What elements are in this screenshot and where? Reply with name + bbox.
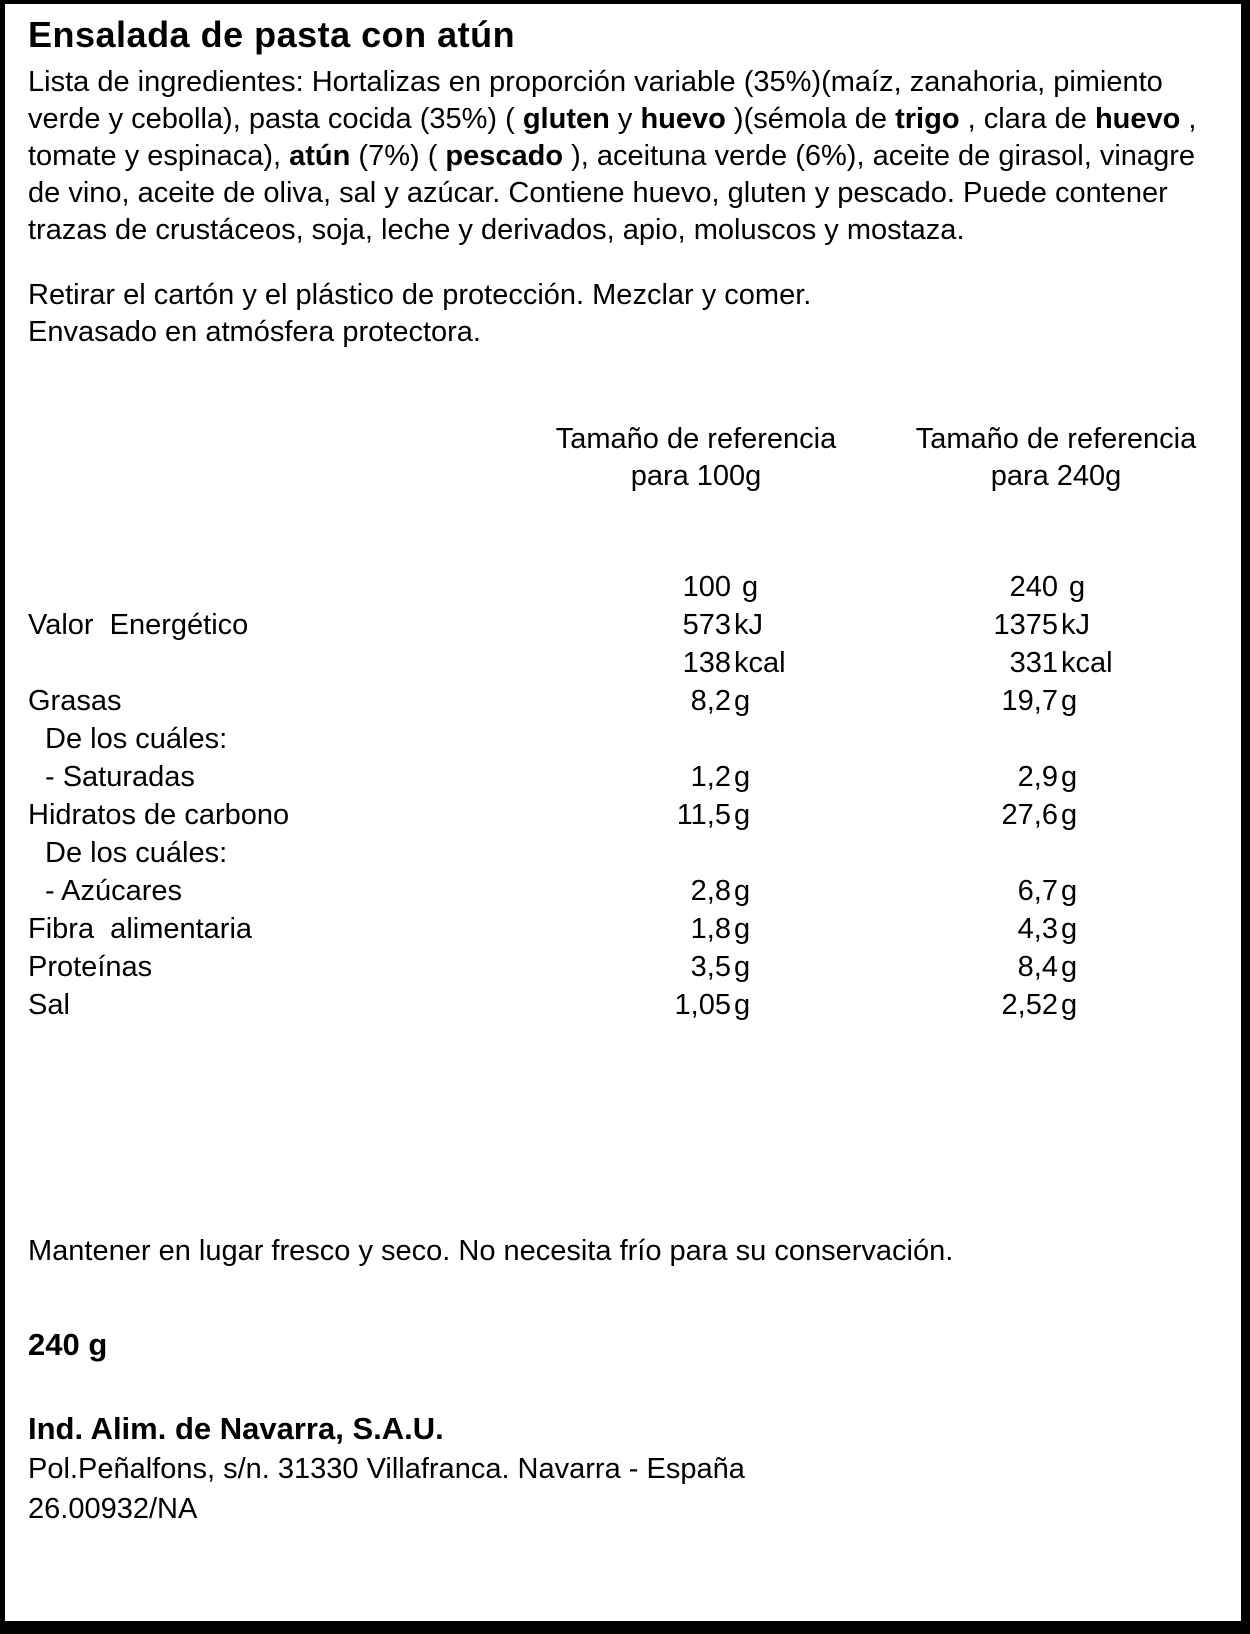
value-number: 1,05 [674,989,731,1021]
value-number: 19,7 [1001,685,1058,717]
value-unit: g [1061,951,1078,983]
value-unit: g [734,799,751,831]
value-unit: g [1061,875,1078,907]
ingredients-run: , tomate y espinaca), [28,103,1197,172]
value-unit: kcal [1061,647,1113,679]
value-unit: g [1061,571,1086,603]
net-weight: 240 g [28,1327,108,1362]
nutrition-row [28,647,1223,685]
nutrient-label: Grasas [28,685,122,717]
ingredients-run: y [609,103,641,135]
manufacturer-address: Pol.Peñalfons, s/n. 31330 Villafranca. Navarra - España [28,1453,745,1485]
value-unit: g [1061,913,1078,945]
nutrient-value-100g [541,875,851,908]
value-number: 2,9 [1017,761,1058,793]
nutrient-value-240g [901,913,1211,946]
nutrient-label: Valor Energético [28,609,249,641]
nutrient-value-240g [901,799,1211,832]
value-number: 27,6 [1001,799,1058,831]
allergen-bold-text: gluten [522,103,610,135]
value-number: 1,2 [690,761,731,793]
nutrition-row [28,761,1223,799]
nutrient-value-240g [901,951,1211,984]
nutrient-value-100g [541,951,851,984]
nutrient-value-100g [541,913,851,946]
product-title: Ensalada de pasta con atún [28,14,516,55]
ingredients-run: , clara de [959,103,1095,135]
nutrient-value-240g [901,571,1211,604]
value-number: 2,52 [1001,989,1058,1021]
ingredients-run: (7%) ( [350,140,446,172]
packaging-text: Envasado en atmósfera protectora. [28,316,481,348]
registry-number: 26.00932/NA [28,1493,198,1525]
value-number: 11,5 [676,799,731,831]
nutrient-label: De los cuáles: [45,723,228,755]
value-number: 573 [682,609,731,641]
value-number: 331 [1009,647,1058,679]
label-content [5,13,1241,1529]
nutrient-value-100g [541,647,851,680]
value-number: 1,8 [690,913,731,945]
nutrient-value-240g [901,761,1211,794]
value-number: 2,8 [690,875,731,907]
value-unit: kJ [1061,609,1090,641]
ingredients-run: Lista de ingredientes: Hortalizas en proporción variable (35%)(maíz, zanahoria, pimiento verde y cebolla), pasta cocida (35%) ( [28,66,1163,135]
nutrient-label: Sal [28,989,70,1021]
value-number: 8,2 [690,685,731,717]
nutrition-col-header-100g [541,421,851,495]
nutrient-value-240g [901,875,1211,908]
value-number: 8,4 [1017,951,1058,983]
nutrient-label: - Azúcares [45,875,182,907]
nutrition-row [28,951,1223,989]
nutrition-row [28,989,1223,1027]
value-number: 100 [682,571,731,603]
value-unit: g [1061,685,1078,717]
nutrient-value-100g [541,989,851,1022]
nutrition-row [28,685,1223,723]
ingredients-text [28,64,1218,249]
nutrient-value-100g [541,799,851,832]
nutrient-label: - Saturadas [45,761,195,793]
nutrition-row [28,799,1223,837]
ingredients-run: ), aceituna verde (6%), aceite de girasol, vinagre de vino, aceite de oliva, sal y azúcar. Contiene huevo, gluten y pescado. Puede contener trazas de crustáceos, soja, leche y derivados, apio, moluscos y mostaza. [28,140,1195,246]
nutrition-table [28,571,1223,1027]
nutrient-value-100g [541,609,851,642]
nutrient-value-240g [901,989,1211,1022]
value-number: 240 [1009,571,1058,603]
col-header-100g-line2: para 100g [630,460,762,492]
allergen-bold-text: huevo [640,103,726,135]
nutrition-row [28,723,1223,761]
value-number: 1375 [993,609,1058,641]
value-unit: g [734,875,751,907]
allergen-bold-text: trigo [895,103,960,135]
nutrient-value-240g [901,647,1211,680]
nutrition-row [28,609,1223,647]
nutrient-value-240g [901,685,1211,718]
storage-text: Mantener en lugar fresco y seco. No necesita frío para su conservación. [28,1235,954,1267]
nutrient-label: Proteínas [28,951,153,983]
nutrient-label: De los cuáles: [45,837,228,869]
allergen-bold-text: huevo [1094,103,1181,135]
value-number: 138 [682,647,731,679]
col-header-100g-line1: Tamaño de referencia [555,423,837,455]
value-unit: g [1061,989,1078,1021]
preparation-instructions [28,277,1223,351]
value-unit: g [1061,799,1078,831]
nutrient-value-240g [901,609,1211,642]
nutrition-row [28,875,1223,913]
value-unit: g [734,951,751,983]
allergen-bold-text: atún [289,140,351,172]
nutrient-value-100g [541,685,851,718]
nutrition-row [28,837,1223,875]
nutrient-label: Hidratos de carbono [28,799,290,831]
value-unit: g [734,913,751,945]
nutrition-row [28,913,1223,951]
value-unit: g [734,989,751,1021]
nutrient-label: Fibra alimentaria [28,913,253,945]
value-unit: g [1061,761,1078,793]
preparation-text: Retirar el cartón y el plástico de protección. Mezclar y comer. [28,279,812,311]
value-number: 6,7 [1017,875,1058,907]
nutrient-value-100g [541,761,851,794]
value-unit: g [734,761,751,793]
value-number: 4,3 [1017,913,1058,945]
value-unit: g [734,685,751,717]
nutrition-column-headers [28,421,1223,495]
nutrition-col-header-240g [901,421,1211,495]
col-header-240g-line1: Tamaño de referencia [915,423,1197,455]
col-header-240g-line2: para 240g [990,460,1122,492]
ingredients-run: )(sémola de [725,103,896,135]
value-unit: g [734,571,759,603]
value-number: 3,5 [690,951,731,983]
nutrient-value-100g [541,571,851,604]
nutrition-row [28,571,1223,609]
value-unit: kcal [734,647,786,679]
value-unit: kJ [734,609,763,641]
allergen-bold-text: pescado [445,140,564,172]
manufacturer-name: Ind. Alim. de Navarra, S.A.U. [28,1411,444,1446]
